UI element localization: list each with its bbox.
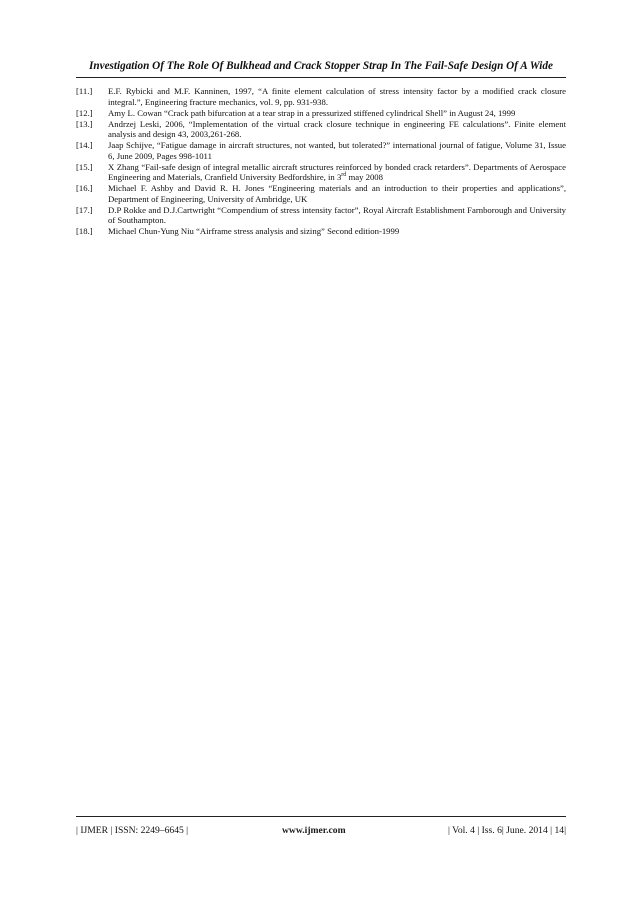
reference-number: [12.] xyxy=(76,107,93,118)
reference-text: E.F. Rybicki and M.F. Kanninen, 1997, “A finite element calculation of stress intensity factor by a modified crack closure integral.”, Engineering fracture mechanics, vol. 9, pp. 931-938. xyxy=(108,86,566,107)
reference-text-part: may 2008 xyxy=(346,172,383,183)
reference-item xyxy=(76,140,566,161)
reference-item xyxy=(76,226,566,237)
page-footer xyxy=(76,823,566,839)
reference-item xyxy=(76,162,566,183)
footer-divider xyxy=(76,816,566,817)
reference-text: Jaap Schijve, “Fatigue damage in aircraft structures, not wanted, but tolerated?” international journal of fatigue, Volume 31, Issue 6, June 2009, Pages 998-1011 xyxy=(108,140,566,161)
reference-number: [18.] xyxy=(76,226,93,237)
reference-text: D.P Rokke and D.J.Cartwright “Compendium of stress intensity factor”, Royal Aircraft Establishment Farnborough and University of Southampton. xyxy=(108,204,566,226)
reference-text: Michael Chun-Yung Niu “Airframe stress analysis and sizing” Second edition-1999 xyxy=(108,226,400,237)
reference-text: Andrzej Leski, 2006, “Implementation of the virtual crack closure technique in engineering FE calculations”. Finite element analysis and design 43, 2003,261-268. xyxy=(108,118,566,140)
journal-issn: | IJMER | ISSN: 2249–6645 | xyxy=(76,825,189,836)
reference-list xyxy=(76,86,566,237)
reference-number: [15.] xyxy=(76,161,93,172)
running-header: Investigation Of The Role Of Bulkhead and Crack Stopper Strap In The Fail-Safe Design Of A Wide xyxy=(89,60,553,72)
reference-number: [14.] xyxy=(76,140,93,151)
reference-item xyxy=(76,86,566,107)
reference-number: [11.] xyxy=(76,86,93,96)
reference-item xyxy=(76,119,566,140)
reference-item xyxy=(76,108,566,119)
ordinal-suffix: rd xyxy=(341,172,347,179)
reference-item xyxy=(76,183,566,204)
reference-number: [16.] xyxy=(76,183,93,194)
reference-text: Michael F. Ashby and David R. H. Jones “Engineering materials and an introduction to their properties and applications”, Department of Engineering, University of Ambridge, UK xyxy=(108,183,566,204)
header-divider xyxy=(76,77,566,78)
reference-text-part: X Zhang “Fail-safe design of integral metallic aircraft structures reinforced by bonded crack retarders”. Departments of Aerospace Engineering and Materials, Cranfield University Bedfordshire, in 3 xyxy=(108,161,566,183)
journal-website-link[interactable]: www.ijmer.com xyxy=(282,825,346,836)
reference-text: Amy L. Cowan “Crack path bifurcation at a tear strap in a pressurized stiffened cylindrical Shell” in August 24, 1999 xyxy=(108,107,516,118)
reference-number: [13.] xyxy=(76,118,93,129)
reference-text xyxy=(108,162,566,183)
volume-issue-page: | Vol. 4 | Iss. 6| June. 2014 | 14| xyxy=(448,825,566,836)
reference-number: [17.] xyxy=(76,204,93,215)
reference-item xyxy=(76,205,566,226)
